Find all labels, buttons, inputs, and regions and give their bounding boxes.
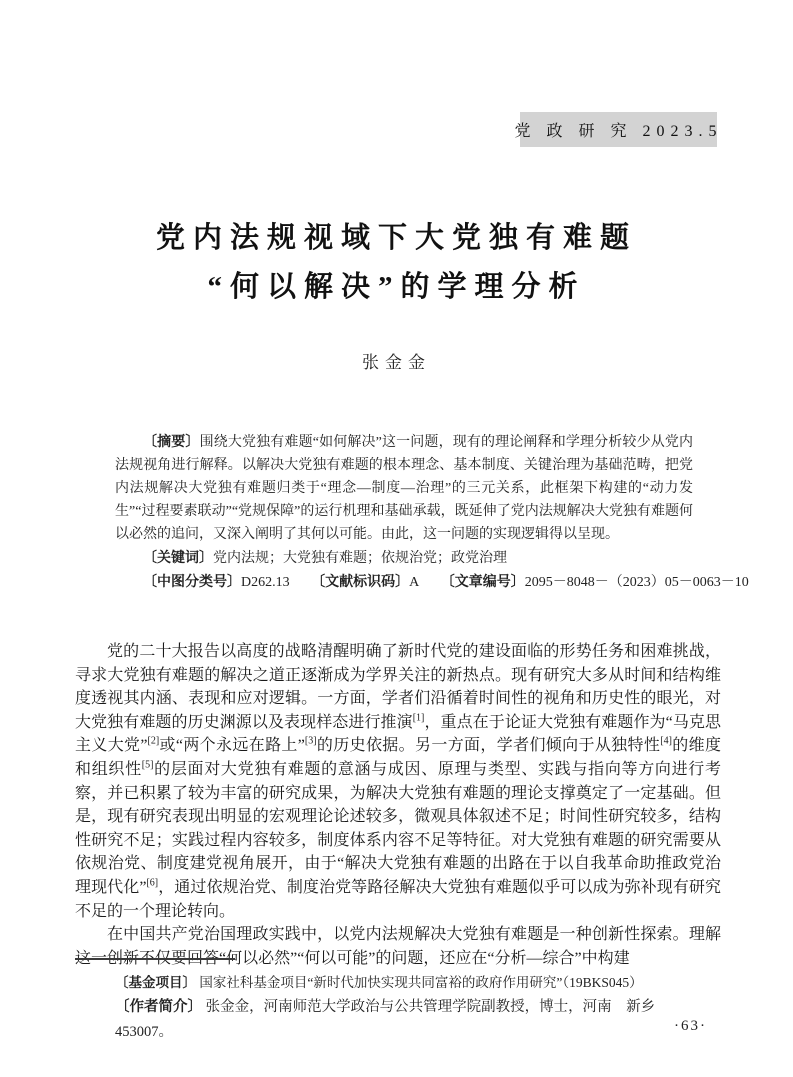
- article-title-line1: 党内法规视域下大党独有难题: [155, 222, 637, 254]
- abstract-text: 围绕大党独有难题“如何解决”这一问题，现有的理论阐释和学理分析较少从党内法规视角进行解释。以解决大党独有难题的根本理念、基本制度、关键治理为基础范畴，把党内法规解决大党独有难题归类于“理念—制度—治理”的三元关系，此框架下构建的“动力发生”“过程要素联动”“党规保障”的运行机理和基础承载，既延伸了党内法规解决大党独有难题何以必然的追问，又深入阐明了其何以可能。由此，这一问题的实现逻辑得以呈现。: [115, 435, 693, 542]
- article-id-value: 2095－8048－（2023）05－0063－10: [524, 575, 749, 590]
- article-meta: [115, 430, 749, 594]
- document-code-label: 〔文献标识码〕: [311, 573, 410, 589]
- footnote-separator: [75, 958, 235, 960]
- author-bio-text: 张金金，河南师范大学政治与公共管理学院副教授，博士，河南 新乡 453007。: [115, 999, 670, 1040]
- clc-label: 〔中图分类号〕: [143, 573, 241, 589]
- author-bio-label: 〔作者简介〕: [115, 999, 202, 1015]
- body-text-run: 的历史依据。另一方面，学者们倾向于从独特性: [316, 737, 661, 755]
- clc-number: [143, 575, 290, 590]
- page-number: ·63·: [674, 1018, 707, 1034]
- article-title: [0, 214, 793, 312]
- document-code-value: A: [409, 575, 420, 590]
- fund-note-text: 国家社科基金项目“新时代加快实现共同富裕的政府作用研究”（19BKS045）: [199, 975, 643, 990]
- body-text-run: ，通过依规治党、制度治党等路径解决大党独有难题似乎可以成为弥补现有研究不足的一个理论转向。: [75, 878, 721, 920]
- journal-header-badge: [514, 112, 723, 147]
- citation-superscript: [1]: [412, 712, 425, 724]
- body-text-run: 党的二十大报告以高度的战略清醒明确了新时代党的建设面临的形势任务和困难挑战，寻求大党独有难题的解决之道正逐渐成为学界关注的新热点。现有研究大多从时间和结构维度透视其内涵、表现和应对逻辑。一方面，学者们沿循着时间性的视角和历史性的眼光，对大党独有难题的历史渊源以及表现样态进行推演: [75, 643, 721, 731]
- citation-superscript: [4]: [660, 736, 672, 748]
- citation-superscript: [3]: [304, 736, 317, 748]
- fund-note: [115, 970, 721, 995]
- article-id: [441, 575, 749, 590]
- citation-superscript: [6]: [146, 877, 159, 889]
- body-text-run: ，重点在于论证大党独有难题作为“马克思主义大党”: [75, 713, 721, 755]
- fund-note-label: 〔基金项目〕: [115, 975, 196, 990]
- body-text-run: 的层面对大党独有难题的意涵与成因、原理与类型、实践与指向等方向进行考察，并已积累了较为丰富的研究成果，为解决大党独有难题的理论支撑奠定了一定基础。但是，现有研究表现出明显的宏观理论论述较多，微观具体叙述不足；时间性研究较多，结构性研究不足；实践过程内容较多，制度体系内容不足等特征。对大党独有难题的研究需要从依规治党、制度建党视角展开，由于“解决大党独有难题的出路在于以自我革命助推政党治理现代化”: [75, 760, 721, 896]
- body-text-run: 在中国共产党治国理政实践中，以党内法规解决大党独有难题是一种创新性探索。理解这一创新不仅要回答“何以必然”“何以可能”的问题，还应在“分析—综合”中构建: [75, 926, 721, 967]
- keywords-text: 党内法规；大党独有难题；依规治党；政党治理: [213, 551, 507, 566]
- author-bio-note: [115, 995, 721, 1045]
- body-paragraph: [75, 640, 721, 923]
- keywords: [115, 546, 693, 570]
- article-title-line2: “何以解决”的学理分析: [207, 271, 586, 303]
- body-paragraphs: [75, 640, 721, 970]
- keywords-label: 〔关键词〕: [143, 549, 213, 565]
- footnotes: [115, 970, 721, 1045]
- abstract: [115, 430, 693, 546]
- article-id-label: 〔文章编号〕: [440, 573, 525, 589]
- abstract-label: 〔摘要〕: [143, 433, 200, 449]
- journal-title-issue: 党 政 研 究 2023.5: [514, 123, 723, 140]
- body-text-run: 或“两个永远在路上”: [159, 737, 305, 755]
- body-text-run: 的维度和组织性: [75, 737, 721, 778]
- document-code: [311, 575, 419, 590]
- clc-value: D262.13: [241, 575, 290, 590]
- citation-superscript: [5]: [141, 759, 154, 771]
- citation-superscript: [2]: [147, 736, 160, 748]
- classification: [115, 570, 749, 594]
- author-name: 张金金: [362, 353, 431, 372]
- body-paragraph: [75, 923, 721, 970]
